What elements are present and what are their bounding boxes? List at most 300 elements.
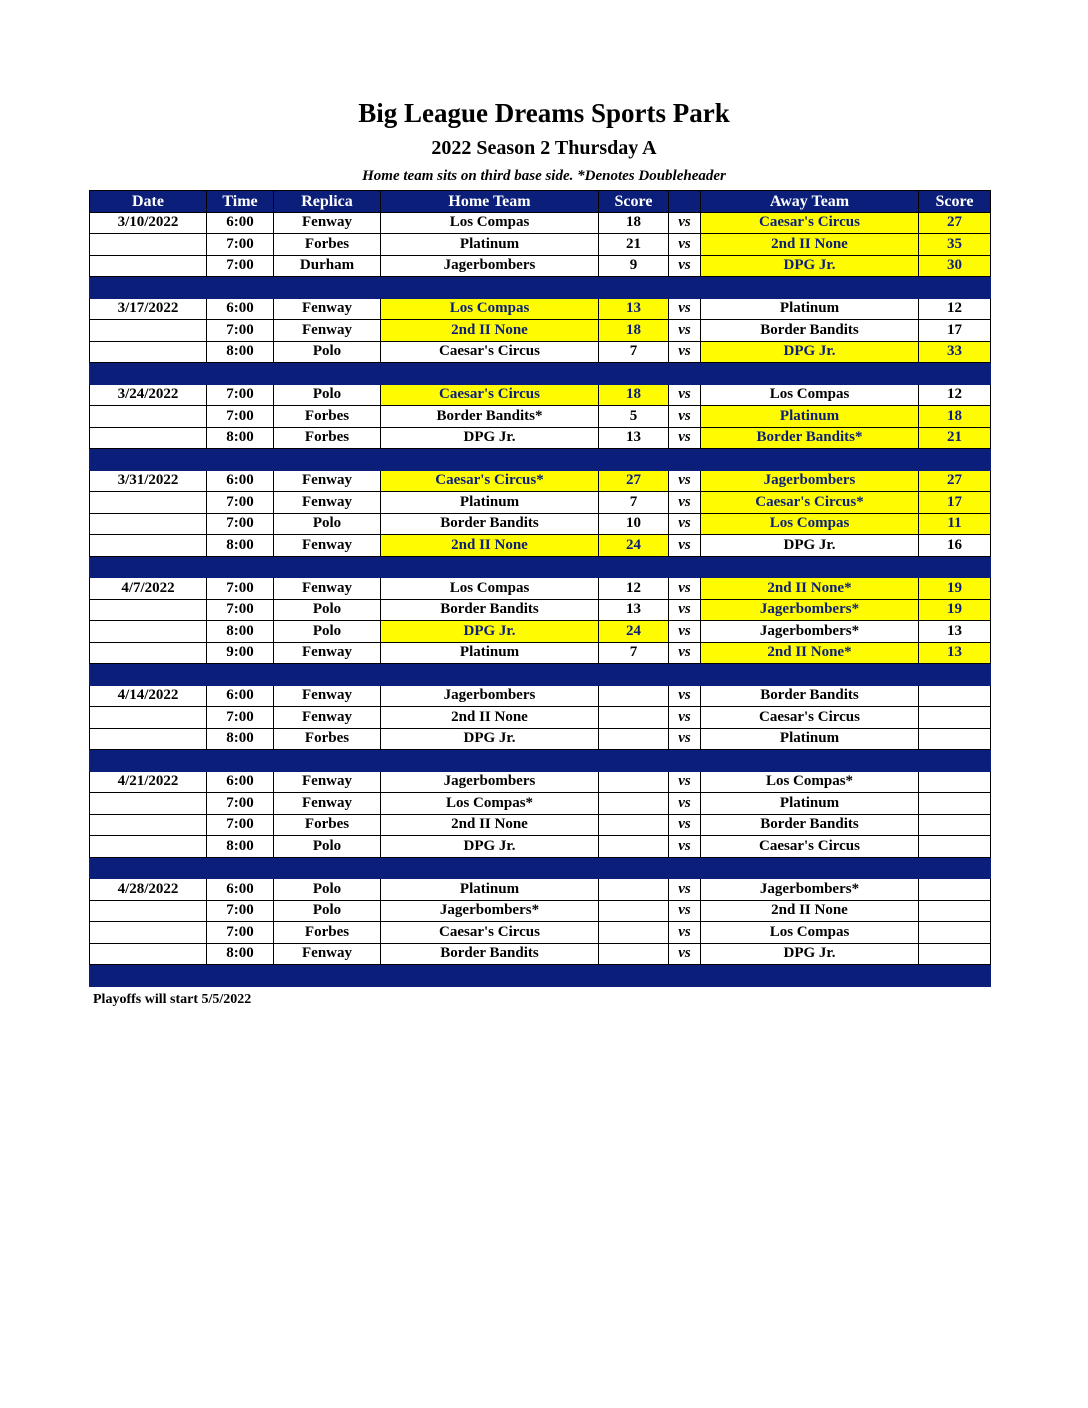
vs-cell: vs bbox=[669, 793, 701, 815]
away-score-cell: 27 bbox=[919, 470, 991, 492]
home-team-cell: Caesar's Circus* bbox=[381, 470, 599, 492]
separator-cell bbox=[599, 857, 669, 879]
home-team-cell: Jagerbombers* bbox=[381, 900, 599, 922]
away-score-cell bbox=[919, 707, 991, 729]
replica-cell: Forbes bbox=[274, 406, 381, 428]
home-team-cell: 2nd II None bbox=[381, 814, 599, 836]
time-cell: 7:00 bbox=[207, 793, 274, 815]
separator-cell bbox=[599, 556, 669, 578]
page-title: Big League Dreams Sports Park bbox=[358, 98, 730, 128]
separator-cell bbox=[701, 449, 919, 471]
date-cell bbox=[90, 728, 207, 750]
table-row bbox=[90, 814, 991, 836]
table-row bbox=[90, 492, 991, 514]
away-team-cell: Platinum bbox=[701, 298, 919, 320]
away-score-cell bbox=[919, 771, 991, 793]
replica-cell: Polo bbox=[274, 341, 381, 363]
away-team-cell: DPG Jr. bbox=[701, 255, 919, 277]
playoffs-note: Playoffs will start 5/5/2022 bbox=[93, 992, 252, 1007]
vs-cell: vs bbox=[669, 771, 701, 793]
vs-cell: vs bbox=[669, 900, 701, 922]
home-score-cell: 21 bbox=[599, 234, 669, 256]
home-score-cell: 13 bbox=[599, 298, 669, 320]
date-cell bbox=[90, 642, 207, 664]
vs-cell: vs bbox=[669, 879, 701, 901]
home-score-cell: 27 bbox=[599, 470, 669, 492]
time-cell: 8:00 bbox=[207, 535, 274, 557]
time-cell: 8:00 bbox=[207, 621, 274, 643]
home-team-cell: Los Compas* bbox=[381, 793, 599, 815]
separator-cell bbox=[919, 277, 991, 299]
home-score-cell: 13 bbox=[599, 599, 669, 621]
vs-cell: vs bbox=[669, 707, 701, 729]
away-score-cell bbox=[919, 879, 991, 901]
away-score-cell: 30 bbox=[919, 255, 991, 277]
week-separator bbox=[90, 363, 991, 385]
time-cell: 8:00 bbox=[207, 836, 274, 858]
separator-cell bbox=[669, 363, 701, 385]
away-team-cell: Platinum bbox=[701, 728, 919, 750]
week-separator bbox=[90, 556, 991, 578]
table-row bbox=[90, 578, 991, 600]
home-score-cell bbox=[599, 922, 669, 944]
table-row bbox=[90, 943, 991, 965]
date-cell bbox=[90, 814, 207, 836]
week-separator bbox=[90, 449, 991, 471]
separator-cell bbox=[669, 449, 701, 471]
away-score-cell: 13 bbox=[919, 621, 991, 643]
replica-cell: Fenway bbox=[274, 685, 381, 707]
separator-cell bbox=[274, 750, 381, 772]
date-cell bbox=[90, 255, 207, 277]
home-team-cell: DPG Jr. bbox=[381, 836, 599, 858]
separator-cell bbox=[701, 277, 919, 299]
separator-cell bbox=[599, 965, 669, 987]
away-team-cell: Caesar's Circus bbox=[701, 707, 919, 729]
table-row bbox=[90, 513, 991, 535]
table-row bbox=[90, 836, 991, 858]
away-team-cell: Los Compas bbox=[701, 922, 919, 944]
date-cell bbox=[90, 406, 207, 428]
vs-cell: vs bbox=[669, 599, 701, 621]
away-score-cell: 12 bbox=[919, 384, 991, 406]
date-cell: 3/31/2022 bbox=[90, 470, 207, 492]
separator-cell bbox=[207, 277, 274, 299]
away-team-cell: DPG Jr. bbox=[701, 943, 919, 965]
away-score-cell bbox=[919, 814, 991, 836]
away-team-cell: Jagerbombers* bbox=[701, 621, 919, 643]
home-team-cell: Los Compas bbox=[381, 578, 599, 600]
time-cell: 7:00 bbox=[207, 255, 274, 277]
time-cell: 6:00 bbox=[207, 771, 274, 793]
away-team-cell: Caesar's Circus bbox=[701, 836, 919, 858]
time-cell: 6:00 bbox=[207, 879, 274, 901]
date-cell: 3/10/2022 bbox=[90, 212, 207, 234]
table-row bbox=[90, 900, 991, 922]
table-row bbox=[90, 427, 991, 449]
time-cell: 7:00 bbox=[207, 900, 274, 922]
vs-cell: vs bbox=[669, 836, 701, 858]
replica-cell: Fenway bbox=[274, 707, 381, 729]
home-score-cell: 18 bbox=[599, 320, 669, 342]
vs-cell: vs bbox=[669, 814, 701, 836]
table-row bbox=[90, 879, 991, 901]
separator-cell bbox=[701, 857, 919, 879]
separator-cell bbox=[90, 750, 207, 772]
time-cell: 7:00 bbox=[207, 814, 274, 836]
away-team-cell: Platinum bbox=[701, 793, 919, 815]
home-score-cell bbox=[599, 836, 669, 858]
away-score-cell: 13 bbox=[919, 642, 991, 664]
away-score-cell: 19 bbox=[919, 599, 991, 621]
table-row bbox=[90, 470, 991, 492]
vs-cell: vs bbox=[669, 320, 701, 342]
replica-cell: Polo bbox=[274, 836, 381, 858]
home-score-cell bbox=[599, 728, 669, 750]
home-team-cell: Caesar's Circus bbox=[381, 384, 599, 406]
separator-cell bbox=[599, 664, 669, 686]
home-team-cell: Platinum bbox=[381, 234, 599, 256]
replica-cell: Fenway bbox=[274, 793, 381, 815]
vs-cell: vs bbox=[669, 642, 701, 664]
separator-cell bbox=[207, 449, 274, 471]
separator-cell bbox=[274, 363, 381, 385]
replica-cell: Polo bbox=[274, 621, 381, 643]
separator-cell bbox=[90, 363, 207, 385]
separator-cell bbox=[919, 750, 991, 772]
separator-cell bbox=[381, 277, 599, 299]
home-team-cell: Caesar's Circus bbox=[381, 922, 599, 944]
time-cell: 6:00 bbox=[207, 298, 274, 320]
week-separator bbox=[90, 664, 991, 686]
replica-cell: Fenway bbox=[274, 943, 381, 965]
vs-cell: vs bbox=[669, 492, 701, 514]
date-cell bbox=[90, 492, 207, 514]
separator-cell bbox=[701, 363, 919, 385]
home-score-cell: 18 bbox=[599, 212, 669, 234]
away-score-cell: 16 bbox=[919, 535, 991, 557]
table-row bbox=[90, 685, 991, 707]
away-team-cell: Border Bandits bbox=[701, 320, 919, 342]
away-score-cell bbox=[919, 728, 991, 750]
home-score-cell: 24 bbox=[599, 535, 669, 557]
vs-cell: vs bbox=[669, 384, 701, 406]
away-score-cell: 11 bbox=[919, 513, 991, 535]
away-team-cell: Jagerbombers* bbox=[701, 599, 919, 621]
away-score-cell bbox=[919, 900, 991, 922]
away-score-cell: 12 bbox=[919, 298, 991, 320]
table-row bbox=[90, 771, 991, 793]
home-team-cell: Platinum bbox=[381, 492, 599, 514]
table-row bbox=[90, 384, 991, 406]
separator-cell bbox=[919, 363, 991, 385]
home-score-cell: 9 bbox=[599, 255, 669, 277]
replica-cell: Fenway bbox=[274, 492, 381, 514]
separator-cell bbox=[701, 556, 919, 578]
home-score-cell: 18 bbox=[599, 384, 669, 406]
col-vs bbox=[669, 191, 701, 213]
home-score-cell bbox=[599, 707, 669, 729]
separator-cell bbox=[599, 277, 669, 299]
separator-cell bbox=[381, 664, 599, 686]
away-score-cell bbox=[919, 685, 991, 707]
table-row bbox=[90, 406, 991, 428]
separator-cell bbox=[701, 750, 919, 772]
separator-cell bbox=[90, 556, 207, 578]
time-cell: 7:00 bbox=[207, 922, 274, 944]
vs-cell: vs bbox=[669, 535, 701, 557]
home-score-cell bbox=[599, 814, 669, 836]
week-separator bbox=[90, 277, 991, 299]
home-score-cell: 7 bbox=[599, 341, 669, 363]
date-cell bbox=[90, 900, 207, 922]
table-row bbox=[90, 707, 991, 729]
schedule-table bbox=[89, 190, 991, 987]
date-cell bbox=[90, 922, 207, 944]
table-row bbox=[90, 728, 991, 750]
replica-cell: Fenway bbox=[274, 535, 381, 557]
replica-cell: Polo bbox=[274, 384, 381, 406]
replica-cell: Polo bbox=[274, 599, 381, 621]
away-team-cell: Caesar's Circus* bbox=[701, 492, 919, 514]
home-team-cell: Jagerbombers bbox=[381, 255, 599, 277]
home-team-cell: Platinum bbox=[381, 879, 599, 901]
home-score-cell: 12 bbox=[599, 578, 669, 600]
away-score-cell bbox=[919, 922, 991, 944]
separator-cell bbox=[919, 857, 991, 879]
away-team-cell: Caesar's Circus bbox=[701, 212, 919, 234]
separator-cell bbox=[919, 965, 991, 987]
away-team-cell: Jagerbombers bbox=[701, 470, 919, 492]
separator-cell bbox=[701, 664, 919, 686]
date-cell bbox=[90, 427, 207, 449]
separator-cell bbox=[90, 664, 207, 686]
separator-cell bbox=[90, 277, 207, 299]
table-row bbox=[90, 642, 991, 664]
col-away-team: Away Team bbox=[701, 191, 919, 213]
separator-cell bbox=[274, 556, 381, 578]
time-cell: 7:00 bbox=[207, 492, 274, 514]
time-cell: 7:00 bbox=[207, 384, 274, 406]
home-team-cell: Los Compas bbox=[381, 298, 599, 320]
home-score-cell: 13 bbox=[599, 427, 669, 449]
schedule-body bbox=[90, 212, 991, 986]
time-cell: 6:00 bbox=[207, 470, 274, 492]
replica-cell: Forbes bbox=[274, 922, 381, 944]
home-score-cell: 7 bbox=[599, 492, 669, 514]
replica-cell: Polo bbox=[274, 513, 381, 535]
separator-cell bbox=[669, 750, 701, 772]
date-cell bbox=[90, 836, 207, 858]
away-team-cell: Jagerbombers* bbox=[701, 879, 919, 901]
separator-cell bbox=[599, 449, 669, 471]
col-home-score: Score bbox=[599, 191, 669, 213]
vs-cell: vs bbox=[669, 406, 701, 428]
table-row bbox=[90, 234, 991, 256]
away-score-cell: 35 bbox=[919, 234, 991, 256]
separator-cell bbox=[669, 857, 701, 879]
separator-cell bbox=[381, 750, 599, 772]
away-team-cell: Los Compas bbox=[701, 513, 919, 535]
date-cell: 4/21/2022 bbox=[90, 771, 207, 793]
date-cell: 3/24/2022 bbox=[90, 384, 207, 406]
table-row bbox=[90, 621, 991, 643]
away-team-cell: DPG Jr. bbox=[701, 535, 919, 557]
away-score-cell: 33 bbox=[919, 341, 991, 363]
header-row bbox=[90, 191, 991, 213]
week-separator bbox=[90, 965, 991, 987]
replica-cell: Forbes bbox=[274, 728, 381, 750]
table-row bbox=[90, 922, 991, 944]
col-date: Date bbox=[90, 191, 207, 213]
away-score-cell: 17 bbox=[919, 492, 991, 514]
separator-cell bbox=[274, 965, 381, 987]
date-cell: 4/14/2022 bbox=[90, 685, 207, 707]
separator-cell bbox=[381, 556, 599, 578]
date-cell bbox=[90, 535, 207, 557]
separator-cell bbox=[90, 857, 207, 879]
date-cell bbox=[90, 621, 207, 643]
schedule-subtitle: 2022 Season 2 Thursday A bbox=[431, 137, 657, 159]
table-row bbox=[90, 535, 991, 557]
home-score-cell bbox=[599, 900, 669, 922]
home-team-cell: Caesar's Circus bbox=[381, 341, 599, 363]
home-team-cell: DPG Jr. bbox=[381, 728, 599, 750]
separator-cell bbox=[207, 750, 274, 772]
away-team-cell: 2nd II None* bbox=[701, 642, 919, 664]
vs-cell: vs bbox=[669, 943, 701, 965]
home-team-cell: Los Compas bbox=[381, 212, 599, 234]
replica-cell: Forbes bbox=[274, 234, 381, 256]
home-score-cell bbox=[599, 685, 669, 707]
home-team-cell: Border Bandits bbox=[381, 513, 599, 535]
home-score-cell: 7 bbox=[599, 642, 669, 664]
time-cell: 8:00 bbox=[207, 341, 274, 363]
table-row bbox=[90, 599, 991, 621]
separator-cell bbox=[669, 965, 701, 987]
replica-cell: Fenway bbox=[274, 771, 381, 793]
away-score-cell: 27 bbox=[919, 212, 991, 234]
separator-cell bbox=[701, 965, 919, 987]
week-separator bbox=[90, 857, 991, 879]
separator-cell bbox=[274, 277, 381, 299]
vs-cell: vs bbox=[669, 427, 701, 449]
separator-cell bbox=[381, 363, 599, 385]
time-cell: 8:00 bbox=[207, 728, 274, 750]
date-cell: 4/7/2022 bbox=[90, 578, 207, 600]
replica-cell: Polo bbox=[274, 900, 381, 922]
vs-cell: vs bbox=[669, 298, 701, 320]
separator-cell bbox=[919, 556, 991, 578]
separator-cell bbox=[919, 449, 991, 471]
table-row bbox=[90, 341, 991, 363]
vs-cell: vs bbox=[669, 621, 701, 643]
time-cell: 7:00 bbox=[207, 320, 274, 342]
away-score-cell bbox=[919, 836, 991, 858]
table-row bbox=[90, 255, 991, 277]
replica-cell: Forbes bbox=[274, 427, 381, 449]
away-team-cell: Los Compas* bbox=[701, 771, 919, 793]
separator-cell bbox=[599, 363, 669, 385]
time-cell: 6:00 bbox=[207, 685, 274, 707]
away-team-cell: Border Bandits bbox=[701, 814, 919, 836]
replica-cell: Fenway bbox=[274, 470, 381, 492]
date-cell bbox=[90, 234, 207, 256]
vs-cell: vs bbox=[669, 234, 701, 256]
home-team-cell: Border Bandits bbox=[381, 943, 599, 965]
home-team-cell: DPG Jr. bbox=[381, 621, 599, 643]
vs-cell: vs bbox=[669, 255, 701, 277]
separator-cell bbox=[669, 556, 701, 578]
col-away-score: Score bbox=[919, 191, 991, 213]
home-team-cell: 2nd II None bbox=[381, 707, 599, 729]
home-score-cell: 10 bbox=[599, 513, 669, 535]
vs-cell: vs bbox=[669, 341, 701, 363]
separator-cell bbox=[669, 277, 701, 299]
date-cell: 4/28/2022 bbox=[90, 879, 207, 901]
vs-cell: vs bbox=[669, 578, 701, 600]
home-team-cell: 2nd II None bbox=[381, 320, 599, 342]
date-cell bbox=[90, 320, 207, 342]
date-cell: 3/17/2022 bbox=[90, 298, 207, 320]
home-team-cell: 2nd II None bbox=[381, 535, 599, 557]
away-team-cell: Los Compas bbox=[701, 384, 919, 406]
away-score-cell: 19 bbox=[919, 578, 991, 600]
time-cell: 7:00 bbox=[207, 406, 274, 428]
time-cell: 7:00 bbox=[207, 707, 274, 729]
away-score-cell: 21 bbox=[919, 427, 991, 449]
away-team-cell: 2nd II None bbox=[701, 900, 919, 922]
date-cell bbox=[90, 513, 207, 535]
table-row bbox=[90, 212, 991, 234]
separator-cell bbox=[207, 363, 274, 385]
home-score-cell bbox=[599, 771, 669, 793]
away-score-cell: 17 bbox=[919, 320, 991, 342]
separator-cell bbox=[207, 965, 274, 987]
home-score-cell bbox=[599, 943, 669, 965]
time-cell: 8:00 bbox=[207, 943, 274, 965]
home-score-cell: 5 bbox=[599, 406, 669, 428]
away-team-cell: 2nd II None* bbox=[701, 578, 919, 600]
home-team-cell: Border Bandits* bbox=[381, 406, 599, 428]
time-cell: 7:00 bbox=[207, 599, 274, 621]
vs-cell: vs bbox=[669, 470, 701, 492]
replica-cell: Forbes bbox=[274, 814, 381, 836]
separator-cell bbox=[207, 857, 274, 879]
vs-cell: vs bbox=[669, 728, 701, 750]
away-team-cell: Border Bandits bbox=[701, 685, 919, 707]
separator-cell bbox=[274, 857, 381, 879]
replica-cell: Durham bbox=[274, 255, 381, 277]
away-team-cell: DPG Jr. bbox=[701, 341, 919, 363]
table-row bbox=[90, 320, 991, 342]
time-cell: 9:00 bbox=[207, 642, 274, 664]
separator-cell bbox=[599, 750, 669, 772]
time-cell: 8:00 bbox=[207, 427, 274, 449]
table-row bbox=[90, 298, 991, 320]
separator-cell bbox=[207, 556, 274, 578]
separator-cell bbox=[274, 449, 381, 471]
separator-cell bbox=[90, 449, 207, 471]
replica-cell: Fenway bbox=[274, 320, 381, 342]
separator-cell bbox=[381, 965, 599, 987]
home-team-cell: DPG Jr. bbox=[381, 427, 599, 449]
vs-cell: vs bbox=[669, 685, 701, 707]
date-cell bbox=[90, 793, 207, 815]
time-cell: 6:00 bbox=[207, 212, 274, 234]
vs-cell: vs bbox=[669, 513, 701, 535]
replica-cell: Fenway bbox=[274, 212, 381, 234]
